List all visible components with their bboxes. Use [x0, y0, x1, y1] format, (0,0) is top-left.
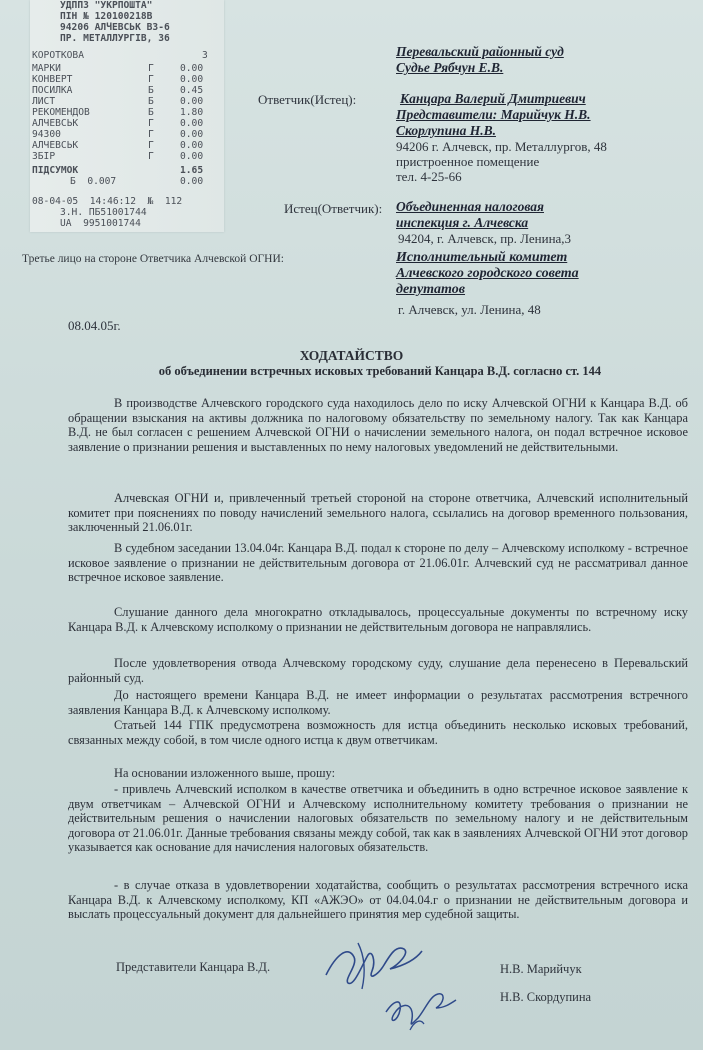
paragraph: - привлечь Алчевский исполком в качестве ответчика и объединить в одно встречное исковое заявление к двум ответчикам – Алчевской ОГНИ и Алчевскому исполнительному комитету требования о признании не действительным решения о начислении налоговых обязательств по земельному налогу и не действительным договора от 21.06.01г. Данные требования связаны между собой, так как в заявлениях Алчевской ОГНИ этот договор указывается как основание для начисления налоговых обязательств.: [68, 782, 688, 855]
receipt-code: Г: [148, 140, 154, 151]
receipt-line: УДППЗ "УКРПОШТА": [60, 0, 153, 11]
receipt-ua: UA 9951001744: [60, 218, 141, 229]
receipt-amount: 0.00: [180, 129, 204, 140]
third-party-label: Третье лицо на стороне Ответчика Алчевской ОГНИ:: [22, 253, 284, 265]
paragraph: После удовлетворения отвода Алчевскому городскому суду, слушание дела перенесено в Перевальский районный суд.: [68, 656, 688, 685]
receipt-amount: 0.45: [180, 85, 204, 96]
third-party-name-2: Алчевского городского совета: [396, 266, 579, 281]
paragraph: - в случае отказа в удовлетворении ходатайства, сообщить о результатах рассмотрения встречного иска Канцара В.Д. к Алчевскому исполкому, КП «АЖЭО» от 04.04.04.г о признании не действительным договора и выслать процессуальный документ для дальнейшего принятия мер судебной защиты.: [68, 878, 688, 922]
third-party-address: г. Алчевск, ул. Ленина, 48: [398, 302, 541, 317]
defendant-name: Канцара Валерий Дмитриевич: [400, 91, 586, 106]
receipt-amount: 1.80: [180, 107, 204, 118]
receipt-amount: 0.00: [180, 118, 204, 129]
defendant-phone: тел. 4-25-66: [396, 169, 462, 184]
document-date: 08.04.05г.: [68, 318, 121, 333]
signatory-2: Н.В. Скордупина: [500, 990, 592, 1004]
receipt-code: Б: [148, 107, 154, 118]
plaintiff-label: Истец(Ответчик):: [284, 201, 383, 216]
receipt-item: КОНВЕРТ: [32, 74, 73, 85]
receipt-item: ПОСИЛКА: [32, 85, 73, 96]
receipt-line: ПР. МЕТАЛЛУРГІВ, 36: [60, 33, 170, 44]
receipt-code: Б: [148, 85, 154, 96]
defendant-address: 94206 г. Алчевск, пр. Металлургов, 48: [396, 139, 607, 154]
paragraph: Алчевская ОГНИ и, привлеченный третьей стороной на стороне ответчика, Алчевский исполнительный комитет при пояснениях по поводу начислений земельного налога, ссылались на договор временного пользования, заключенный 21.06.01г.: [68, 491, 688, 535]
defendant-representative-2: Скорлупина Н.В.: [396, 123, 496, 138]
receipt-code: Г: [148, 63, 154, 74]
handwritten-signature-2: [380, 978, 460, 1038]
receipt-code: Г: [148, 151, 154, 162]
paragraph: Статьей 144 ГПК предусмотрена возможность для истца объединить несколько исковых требований, связанных между собой, в том числе одного истца к двум ответчикам.: [68, 718, 688, 747]
receipt-item: ЛИСТ: [32, 96, 56, 107]
plaintiff-name-1: Объединенная налоговая: [396, 199, 544, 214]
receipt-amount: 0.00: [180, 140, 204, 151]
plaintiff-name-2: инспекция г. Алчевска: [396, 215, 529, 230]
judge-name: Судье Рябчун Е.В.: [396, 60, 504, 75]
receipt-item: ЗБІР: [32, 151, 56, 162]
defendant-representatives: Представители: Марийчук Н.В.: [396, 107, 591, 122]
receipt-code: Г: [148, 129, 154, 140]
receipt-code: Г: [148, 74, 154, 85]
receipt-code: Г: [148, 118, 154, 129]
receipt-code: Б: [148, 96, 154, 107]
receipt-amount: 0.00: [180, 96, 204, 107]
paragraph: В производстве Алчевского городского суда находилось дело по иску Алчевской ОГНИ к Канцара В.Д. об обращении взыскания на активы должника по налоговому обязательству по земельному налогу. Так как Канцара В.Д. не был согласен с решением Алчевской ОГНИ о начислении земельного налога, он подал встречное исковое заявление о признании решения и выставленных по нему налоговых уведомлений не действительными.: [68, 396, 688, 454]
paragraph: Слушание данного дела многократно откладывалось, процессуальные документы по встречному иску Канцара В.Д. к Алчевскому исполкому о признании не действительным договора не направлялись.: [68, 605, 688, 634]
receipt-number: 3: [202, 50, 208, 61]
signatory-1: Н.В. Марийчук: [500, 962, 582, 976]
receipt-item: МАРКИ: [32, 63, 61, 74]
paragraph: В судебном заседании 13.04.04г. Канцара В.Д. подал к стороне по делу – Алчевскому исполкому - встречное исковое заявление о признании не действительным договора от 21.06.01г. Алчевский суд не рассматривал данное встречное исковое заявление.: [68, 541, 688, 585]
receipt-zn: З.Н. ПБ51001744: [60, 207, 147, 218]
receipt-amount: 0.00: [180, 63, 204, 74]
plaintiff-address: 94204, г. Алчевск, пр. Ленина,3: [398, 231, 572, 246]
receipt-total-label: ПІДСУМОК: [32, 165, 79, 176]
third-party-name-3: депутатов: [396, 282, 466, 297]
receipt-line: 94206 АЛЧЕВСЬК В3-6: [60, 22, 170, 33]
defendant-address-2: пристроенное помещение: [396, 154, 540, 169]
receipt-line: ПІН № 120100218В: [60, 11, 153, 22]
receipt-extra: Б 0.007: [70, 176, 117, 187]
signature-label: Представители Канцара В.Д.: [116, 960, 271, 974]
receipt-total: 1.65: [180, 165, 204, 176]
receipt-cashier: КОРОТКОВА: [32, 50, 84, 61]
receipt-item: РЕКОМЕНДОВ: [32, 107, 90, 118]
document-title: ХОДАТАЙСТВО: [299, 348, 404, 363]
court-name: Перевальский районный суд: [396, 44, 564, 59]
receipt-amount: 0.00: [180, 151, 204, 162]
receipt-item: 94300: [32, 129, 61, 140]
receipt-datetime: 08-04-05 14:46:12 № 112: [32, 196, 183, 207]
receipt-extra: 0.00: [180, 176, 204, 187]
defendant-label: Ответчик(Истец):: [258, 92, 357, 107]
receipt-item: АЛЧЕВСЬК: [32, 118, 79, 129]
third-party-name-1: Исполнительный комитет: [396, 250, 568, 265]
paragraph: До настоящего времени Канцара В.Д. не имеет информации о результатах рассмотрения встречного заявления Канцара В.Д. к Алчевскому исполкому.: [68, 688, 688, 717]
document-subtitle: об объединении встречных исковых требований Канцара В.Д. согласно ст. 144: [158, 364, 602, 378]
paragraph: На основании изложенного выше, прошу:: [114, 766, 336, 780]
postal-receipt: [30, 0, 224, 232]
receipt-item: АЛЧЕВСЬК: [32, 140, 79, 151]
receipt-amount: 0.00: [180, 74, 204, 85]
